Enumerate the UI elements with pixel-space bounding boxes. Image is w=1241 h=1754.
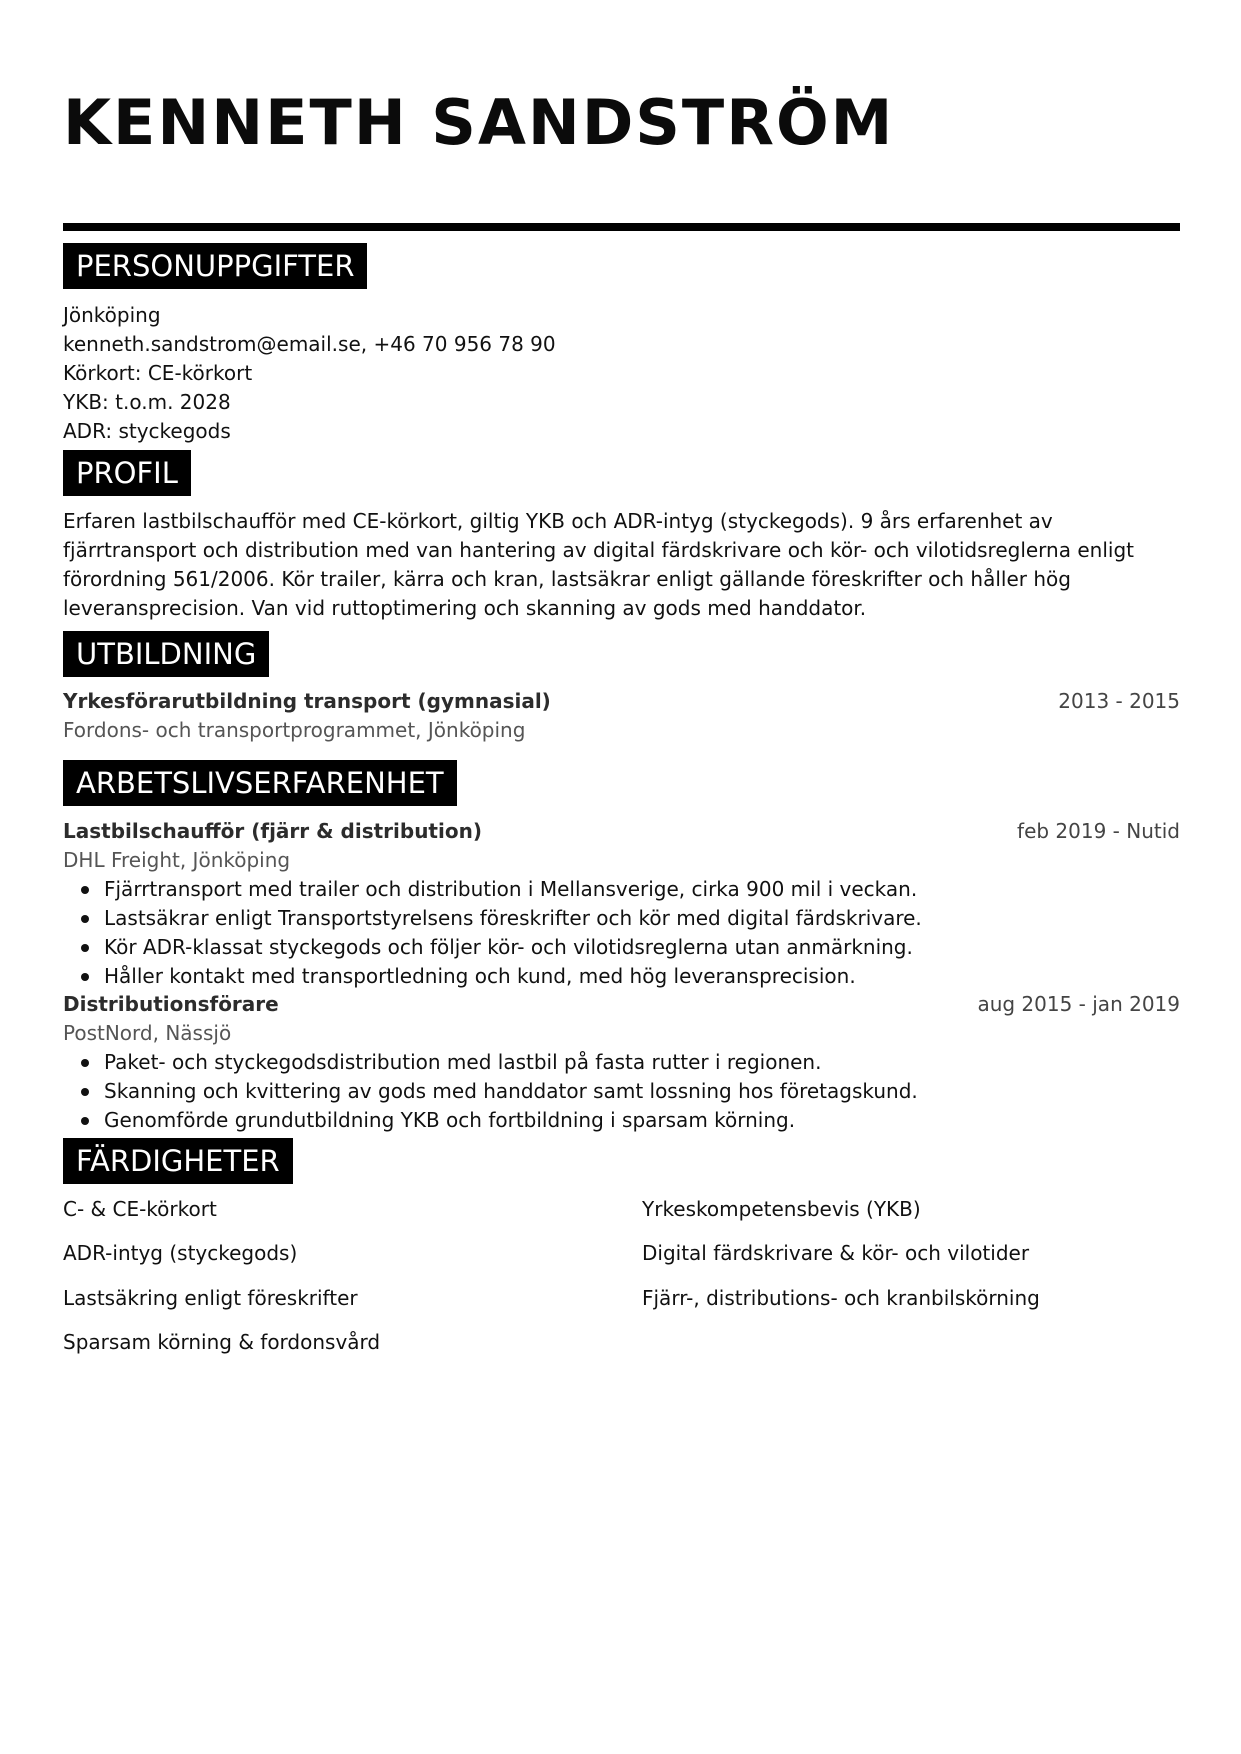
profile-line: fjärrtransport och distribution med van hantering av digital färdskrivare och kör- och vilotidsreglerna enligt xyxy=(63,538,1134,562)
candidate-name: KENNETH SANDSTRÖM xyxy=(63,86,895,159)
bullet-item: Lastsäkrar enligt Transportstyrelsens föreskrifter och kör med digital färdskrivare. xyxy=(81,904,1180,933)
skill-item: Sparsam körning & fordonsvård xyxy=(63,1330,381,1354)
education-school: Fordons- och transportprogrammet, Jönköping xyxy=(63,718,526,742)
education-title: Yrkesförarutbildning transport (gymnasial) xyxy=(63,689,551,713)
job-date: aug 2015 - jan 2019 xyxy=(977,992,1180,1016)
job-date: feb 2019 - Nutid xyxy=(1017,819,1180,843)
experience-entry-header xyxy=(63,990,1180,1019)
skill-item: C- & CE-körkort xyxy=(63,1197,217,1221)
personal-location: Jönköping xyxy=(63,303,161,327)
profile-line: förordning 561/2006. Kör trailer, kärra och kran, lastsäkrar enligt gällande föreskrifter och håller hög xyxy=(63,567,1071,591)
job-employer: PostNord, Nässjö xyxy=(63,1021,232,1045)
job-bullets xyxy=(81,1048,1180,1135)
profile-line: Erfaren lastbilschaufför med CE-körkort, giltig YKB och ADR-intyg (styckegods). 9 års erfarenhet av xyxy=(63,509,1053,533)
job-employer: DHL Freight, Jönköping xyxy=(63,848,291,872)
experience-entry xyxy=(63,990,1180,1135)
bullet-item: Håller kontakt med transportledning och kund, med hög leveransprecision. xyxy=(81,962,1180,991)
job-title: Lastbilschaufför (fjärr & distribution) xyxy=(63,819,482,843)
personal-license: Körkort: CE-körkort xyxy=(63,361,253,385)
skill-item: Yrkeskompetensbevis (YKB) xyxy=(642,1197,921,1221)
skill-item: Digital färdskrivare & kör- och vilotider xyxy=(642,1241,1030,1265)
skill-item: Fjärr-, distributions- och kranbilskörning xyxy=(642,1286,1040,1310)
header-divider xyxy=(63,223,1180,231)
section-title-experience: ARBETSLIVSERFARENHET xyxy=(63,760,457,806)
personal-adr: ADR: styckegods xyxy=(63,419,231,443)
job-title: Distributionsförare xyxy=(63,992,279,1016)
experience-entry xyxy=(63,817,1180,991)
education-entry-header xyxy=(63,687,1180,716)
section-title-education: UTBILDNING xyxy=(63,631,269,677)
skill-item: Lastsäkring enligt föreskrifter xyxy=(63,1286,358,1310)
bullet-item: Paket- och styckegodsdistribution med lastbil på fasta rutter i regionen. xyxy=(81,1048,1180,1077)
personal-ykb: YKB: t.o.m. 2028 xyxy=(63,390,231,414)
education-date: 2013 - 2015 xyxy=(1058,689,1180,713)
job-bullets xyxy=(81,875,1180,991)
section-title-personal: PERSONUPPGIFTER xyxy=(63,243,367,289)
education-entry xyxy=(63,687,1180,745)
personal-details xyxy=(63,301,1180,446)
bullet-item: Skanning och kvittering av gods med handdator samt lossning hos företagskund. xyxy=(81,1077,1180,1106)
experience-entry-header xyxy=(63,817,1180,846)
profile-line: leveransprecision. Van vid ruttoptimering och skanning av gods med handdator. xyxy=(63,596,867,620)
personal-contact: kenneth.sandstrom@email.se, +46 70 956 78 90 xyxy=(63,332,556,356)
section-title-profile: PROFIL xyxy=(63,450,191,496)
bullet-item: Genomförde grundutbildning YKB och fortbildning i sparsam körning. xyxy=(81,1106,1180,1135)
section-title-skills: FÄRDIGHETER xyxy=(63,1138,293,1184)
bullet-item: Fjärrtransport med trailer och distribution i Mellansverige, cirka 900 mil i veckan. xyxy=(81,875,1180,904)
profile-text xyxy=(63,507,1180,623)
skill-item: ADR-intyg (styckegods) xyxy=(63,1241,298,1265)
bullet-item: Kör ADR-klassat styckegods och följer kör- och vilotidsreglerna utan anmärkning. xyxy=(81,933,1180,962)
